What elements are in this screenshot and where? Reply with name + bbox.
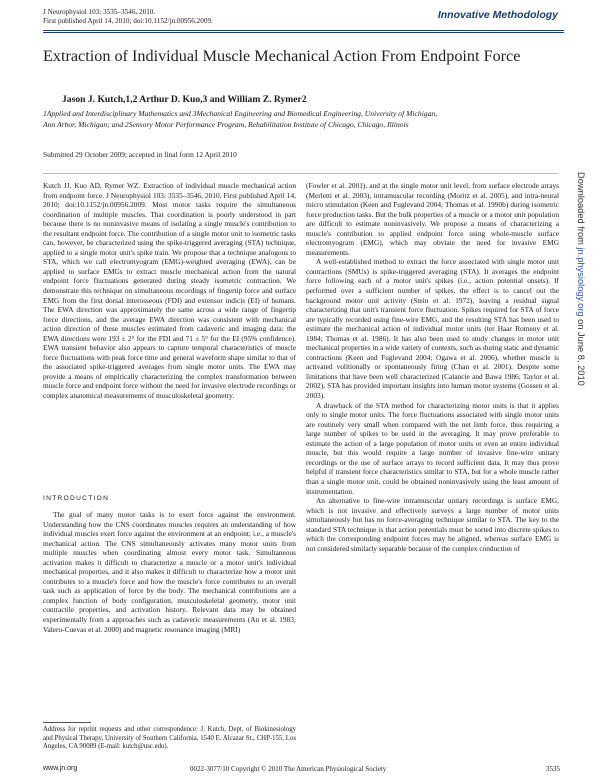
header-rule xyxy=(43,30,564,31)
right-paragraph-3: A drawback of the STA method for characterizing motor units is that it applies only to single motor units. The force fluctuations associated with single motor units are routinely very small when compared with the net limb force, thus requiring a large number of spikes to be used in the averaging. It may prove preferable to estimate the action of a large population of motor units or even an entire individual muscle, but this would require a large number of invasive fine-wire unitary recordings or the use of surface arrays to record sufficient data. It may thus prove helpful if transient force characteristics similar to STA, but for a whole muscle rather than a single motor unit, could be obtained noninvasively using the least amount of instrumentation. xyxy=(306,400,559,496)
introduction-heading: INTRODUCTION xyxy=(43,495,110,502)
journal-line: J Neurophysiol 103: 3535–3546, 2010. xyxy=(43,8,156,16)
affiliations xyxy=(43,108,553,130)
abstract-text: Kutch JJ, Kuo AD, Rymer WZ. Extraction of individual muscle mechanical action from endpoint force. J Neurophysiol 103: 3535–3546, 2010. First published April 14, 2010; doi:10.1152/jn.00956.2009. Most motor tasks require the simultaneous coordination of multiple muscles. That coordination is poorly understood in part because there is no noninvasive means of isolating a single muscle's contribution to the resultant endpoint force. The contribution of a single motor unit to isometric tasks can, however, be characterized using the spike-triggered averaging (STA) technique, applied to a single motor unit's spike train. We propose that a technique analogous to STA, which we call electromyogram (EMG)-weighted averaging (EWA), can be applied to surface EMGs to extract muscle mechanical action from the natural endpoint force fluctuations generated during steady isometric contraction. We demonstrate this technique on simultaneous recordings of fingertip force and surface EMG from the first dorsal interosseous (FDI) and extensor indicis (EI) of humans. The EWA direction was approximately the same across a wide range of fingertip force directions, and the average EWA direction was consistent with mechanical action direction of these muscles estimated from cadaveric and imaging data: the EWA directions were 193 ± 2° for the FDI and 71 ± 5° for the EI (95% confidence). EWA transient behavior also appears to capture temporal characteristics of muscle force fluctuations with peak force time and general waveform shape similar to that of the associated spike-triggered averages from single motor units. The EWA may provide a means of empirically characterizing the complex transformation between muscle force and endpoint force without the need for invasive electrode recordings or complex anatomical measurements of musculoskeletal geometry. xyxy=(43,181,296,401)
affiliation-line-2: Ann Arbor, Michigan; and 2Sensory Motor Performance Program, Rehabilitation Institute of Chicago, Chicago, Illinois xyxy=(43,120,409,129)
article-title: Extraction of Individual Muscle Mechanical Action From Endpoint Force xyxy=(43,47,521,65)
affiliation-line-1: 1Applied and Interdisciplinary Mathematics and 3Mechanical Engineering and Biomedical Engineering, University of Michigan, xyxy=(43,109,438,118)
section-label: Innovative Methodology xyxy=(437,9,558,21)
journal-website[interactable]: www.jn.org xyxy=(43,765,78,772)
section-divider xyxy=(43,173,558,174)
header-rule-secondary xyxy=(43,32,564,33)
download-stamp xyxy=(576,172,586,386)
submission-dates: Submitted 29 October 2009; accepted in final form 12 April 2010 xyxy=(43,150,237,159)
download-link[interactable]: jn.physiology.org xyxy=(576,247,586,317)
footnote-rule xyxy=(43,722,91,723)
right-paragraph-2: A well-established method to extract the force associated with single motor unit contractions (SMUs) is spike-triggered averaging (STA). It averages the endpoint force following each of a motor unit's spikes (i.e., action potential onsets). If performed over a sufficient number of spikes, the effect is to cancel out the background motor unit activity (Stein et al. 1972), leaving a residual signal characterizing that unit's transient force fluctuation. Spikes required for STA of force are typically recorded using fine-wire EMG, and the resulting STA has been used to estimate the mechanical action of individual motor units (ter Haar Romeny et al. 1984; Thomas et al. 1986). It has also been used to study changes in motor unit mechanical properties in a wide variety of contexts, such as during static and dynamic contractions (Keen and Fuglevand 2004; Ogawa et al. 2006), whether muscle is activated volitionally or spontaneously firing (Chan et al. 2001). Despite some limitations that have been well characterized (Calancie and Bawa 1986; Taylor et al. 2002), STA has provided important insights into human motor systems (Gossen et al. 2003). xyxy=(306,257,559,401)
right-paragraph-1: (Fowler et al. 2001), and at the single motor unit level, from surface electrode arrays (Merletti et al. 2003), intramuscular recording (Moritz et al. 2005), and intra-neural micro stimulation (Keen and Fuglevand 2004; Thomas et al. 1990b) during isometric force production tasks. But the bulk properties of a muscle or a motor unit population are difficult to estimate noninvasively. We propose a means of characterizing a muscle's contribution to applied endpoint force using whole-muscle surface electromyogram (EMG), which may obviate the need for invasive EMG measurements. xyxy=(306,181,559,257)
author-list: Jason J. Kutch,1,2 Arthur D. Kuo,3 and William Z. Rymer2 xyxy=(62,94,307,105)
correspondence-footnote: Address for reprint requests and other correspondence: J. Kutch, Dept. of Biokinesiology and Physical Therapy, University of Southern California, 1540 E. Alcazar St., CHP-155, Los Angeles, CA 90089 (E-mail: kutch@usc.edu). xyxy=(43,726,296,750)
published-line: First published April 14, 2010; doi:10.1152/jn.00956.2009. xyxy=(43,17,213,25)
download-prefix: Downloaded from xyxy=(576,172,586,248)
journal-citation xyxy=(43,8,213,26)
copyright-line: 0022-3077/10 Copyright © 2010 The American Physiological Society xyxy=(190,765,387,773)
page-number: 3535 xyxy=(546,765,560,773)
right-paragraph-4: An alternative to fine-wire intramuscular unitary recordings is surface EMG, which is not invasive and effectively surveys a large number of motor units simultaneously but has no force-averaging technique similar to STA. The key to the standard STA technique is that action potentials must be sorted into discrete spikes to which the corresponding endpoint forces may be aligned, whereas surface EMG is not considered similarly separable because of the complex conduction of xyxy=(306,496,559,553)
introduction-body xyxy=(43,510,296,634)
download-suffix: on June 8, 2010 xyxy=(576,316,586,386)
intro-paragraph: The goal of many motor tasks is to exert force against the environment. Understanding how the CNS coordinates muscles requires an understanding of how individual muscles exert force against the environment at an endpoint; i.e., a muscle's mechanical action. The CNS simultaneously activates many motor units from multiple muscles when coordinating almost every motor task. Simultaneous activation makes it difficult to characterize a muscle or a motor unit's individual mechanical properties, and it also makes it difficult to characterize how a motor unit contributes to a muscle's force and how the muscle's force contributes to an overall task such as application of force by the body. The mechanical contributions are a complex function of body configuration, musculoskeletal geometry, motor unit contractile properties, and activation history. Relevant data may be obtained experimentally from a approaches such as cadaveric measurements (An et al. 1983; Valero-Cuevas et al. 2000) and magnetic resonance imaging (MRI) xyxy=(43,510,296,634)
abstract xyxy=(43,181,296,401)
right-column xyxy=(306,181,559,553)
